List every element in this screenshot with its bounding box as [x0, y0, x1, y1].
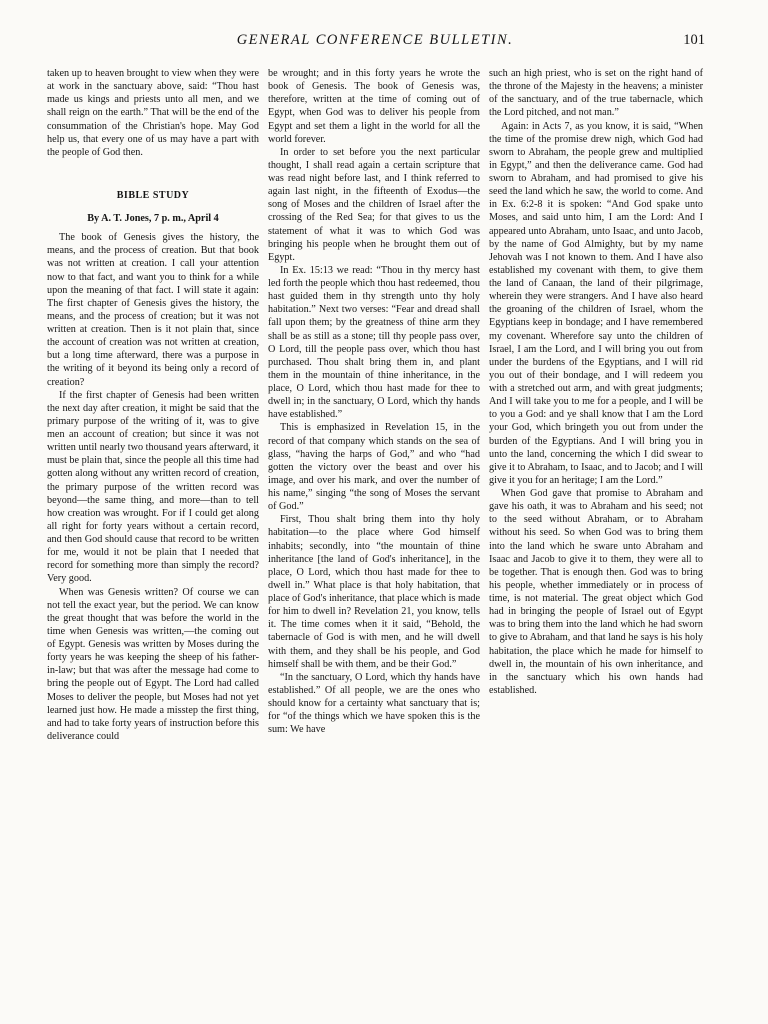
text-column-2: [268, 67, 480, 736]
paragraph: When was Genesis written? Of course we can not tell the exact year, but the period. We can know the great thought that was before the world in the time when Genesis was written,—the coming out of Egypt. Genesis was written by Moses during the forty years he was keeping the sheep of his father-in-law; but that was after the message had come to bring the people out of Egypt. The Lord had called Moses to deliver the people, but Moses had not yet learned just how. He made a misstep the first thing, and had to take forty years of instruction before this deliverance could: [47, 586, 259, 742]
paragraph: be wrought; and in this forty years he wrote the book of Genesis. The book of Genesis was, therefore, written at the time of coming out of Egypt, when God was to deliver his people from Egypt and set them a light in the world for all the world forever.: [268, 68, 480, 145]
paragraph: This is emphasized in Revelation 15, in the record of that company which stands on the sea of glass, “having the harps of God,” and who “had gotten the victory over the beast and over his image, and over his mark, and over the number of his name,” singing “the song of Moses the servant of God.”: [268, 422, 480, 513]
paragraph: Again: in Acts 7, as you know, it is said, “When the time of the promise drew nigh, which God had sworn to Abraham, the people grew and multiplied in Egypt,” and then the deliverance came. God had sworn to Abraham, and had promised to give his seed the land which he saw, the world to come. And in Ex. 6:2-8 it is spoken: “And God spake unto Moses, and said unto him, I am the Lord: And I appeared unto Abraham, unto Isaac, and unto Jacob, by the name of God Almighty, but by my name Jehovah was I not known to them. And I have also established my covenant with them, to give them the land of Canaan, the land of their pilgrimage, wherein they were strangers. And I have also heard the groaning of the children of Israel, whom the Egyptians keep in bondage; and I have remembered my covenant. Wherefore say unto the children of Israel, I am the Lord, and I will bring you out from under the burdens of the Egyptians, and I will rid you out of their bondage, and I will redeem you with a stretched out arm, and with great judgments; And I will take you to me for a people, and I will be to you a God: and ye shall know that I am the Lord your God, which bringeth you out from under the burden of the Egyptians. And I will bring you in unto the land, concerning the which I did swear to give it to Abraham, to Isaac, and to Jacob; and I will give it you for an heritage; I am the Lord.”: [489, 120, 703, 486]
paragraph: When God gave that promise to Abraham and gave his oath, it was to Abraham and his seed; not to the seed without Abraham, or to Abraham without his seed. So when God was to bring them into the land which he sware unto Abraham and Isaac and Jacob to give it to them, they were all to be together. That is enough then. God was to bring his people, whether immediately or in process of time, is not material. The great object which God had in bringing the people of Israel out of Egypt was to bring them into the land which he had sworn to give to Abraham, and that land he says is his holy habitation, the place which he made for himself to dwell in, the mountain of his own inheritance, and in the sanctuary which his own hands had established.: [489, 488, 703, 696]
paragraph: The book of Genesis gives the history, the means, and the process of creation. But that book was not written at creation. I call your attention now to that fact, and want you to think for a while upon the meaning of that fact. I will state it again: The first chapter of Genesis gives the history, the means, and the process of creation; but it was not written at creation. Then is it not plain that, since the account of creation was not written at creation, but a long time afterward, there was a purpose in the writing of it beyond its being only a record of creation?: [47, 232, 259, 388]
paragraph: First, Thou shalt bring them into thy holy habitation—to the place where God himself inhabits; secondly, into “the mountain of thine inheritance [the land of God's inheritance], in the place, O Lord, which thou hast made for thee to dwell in.” What place is that holy habitation, that place of God's inheritance, that place which is made for him to dwell in? Revelation 21, you know, tells it. The time comes when it it said, “Behold, the tabernacle of God is with men, and he will dwell with them, and they shall be his people, and God himself shall be with them, and be their God.”: [268, 514, 481, 670]
page-number: 101: [683, 32, 705, 48]
byline: By A. T. Jones, 7 p. m., April 4: [87, 213, 219, 224]
publication-title: GENERAL CONFERENCE BULLETIN.: [236, 32, 514, 48]
paragraph: If the first chapter of Genesis had been written the next day after creation, it might be said that the primary purpose of the writing of it, was to give men an account of creation; but since it was not written until nearly two thousand years afterward, it must be plain that, since the people all this time had gotten along without any written record of creation, the primary purpose of the written record was beyond—the same thing, and more—than to tell how creation was wrought. For if I could get along all right for forty years without a certain record, and then God should cause that record to be written for me, would it not be plain that I needed that record for something more than simply the record? Very good.: [47, 389, 259, 585]
paragraph: taken up to heaven brought to view when they were at work in the sanctuary above, said: “Thou hast made us kings and priests unto all men, and we shall reign on the earth.” That will be the end of the consummation of the Christian's hope. May God help us, that every one of us may have a part with the people of God then.: [47, 68, 259, 158]
running-header: [45, 30, 705, 52]
paragraph: In order to set before you the next particular thought, I shall read again a certain scripture that was read night before last, and I think referred to again last night, in the fifteenth of Exodus—the song of Moses and the children of Israel after the crossing of the Red Sea; for that gives to us the statement of what it was to which God was bringing his people when he brought them out of Egypt.: [268, 146, 480, 263]
section-heading: BIBLE STUDY: [116, 189, 190, 201]
text-column-3: [489, 67, 703, 697]
paragraph: such an high priest, who is set on the right hand of the throne of the Majesty in the heavens; a minister of the sanctuary, and of the true tabernacle, which the Lord pitched, and not man.”: [489, 68, 703, 119]
paragraph: “In the sanctuary, O Lord, which thy hands have established.” Of all people, we are the ones who should know for a certainty what sanctuary that is; for “of the things which we have spoken this is the sum: We have: [268, 671, 480, 736]
paragraph: In Ex. 15:13 we read: “Thou in thy mercy hast led forth the people which thou hast redeemed, thou hast guided them in thy strength unto thy holy habitation.” Next two verses: “Fear and dread shall fall upon them; by the greatness of thine arm they shall be as still as a stone; till thy people pass over, O Lord, till the people pass over, which thou hast purchased. Thou shalt bring them in, and plant them in the mountain of thine inheritance, in the place, O Lord, which thou hast made for thee to dwell in; in the sanctuary, O Lord, which thy hands have established.”: [268, 264, 480, 421]
text-column-1: [47, 67, 259, 743]
